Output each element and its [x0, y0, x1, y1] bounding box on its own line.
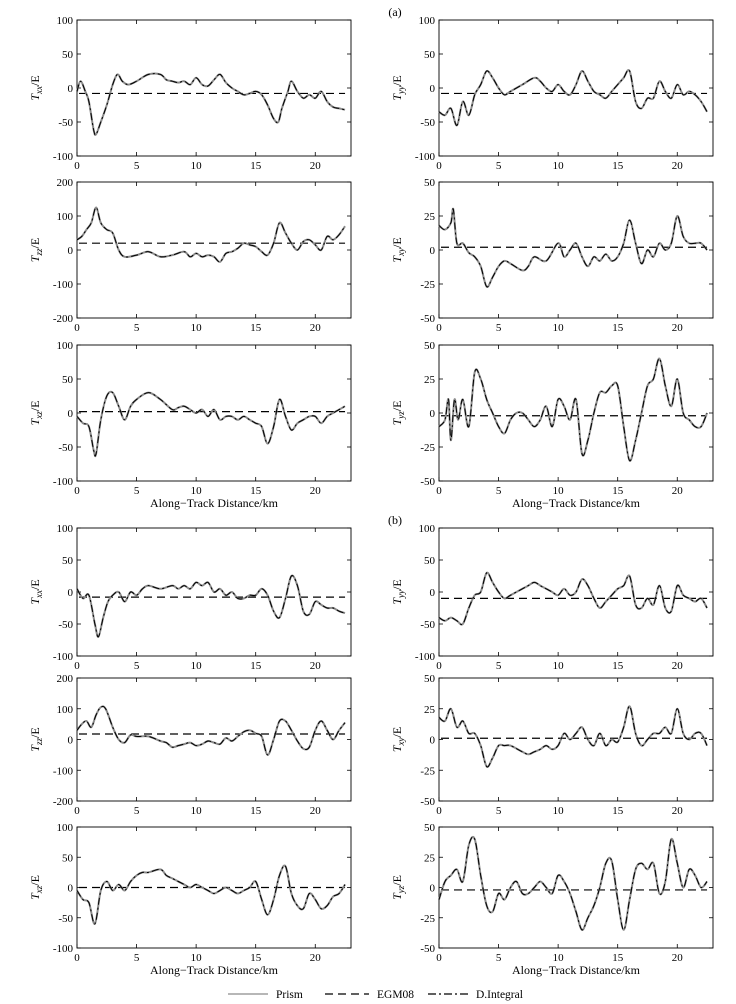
x-tick-label: 10	[190, 952, 202, 964]
x-tick-label: 5	[495, 805, 502, 817]
plot-frame	[77, 345, 351, 481]
x-tick-label: 15	[612, 952, 624, 964]
subplot-b-Tyy	[390, 523, 713, 672]
series-prism	[77, 576, 345, 637]
subplot-a-Txx	[28, 15, 351, 172]
x-tick-label: 15	[250, 660, 262, 672]
x-tick-label: 10	[190, 660, 202, 672]
subplot-a-Tyy	[390, 15, 713, 172]
y-tick-label: 200	[56, 177, 73, 189]
x-tick-label: 15	[612, 485, 624, 497]
y-tick-label: 0	[429, 83, 435, 95]
x-tick-label: 10	[190, 485, 202, 497]
plot-frame	[439, 827, 713, 948]
y-tick-label: 0	[67, 587, 73, 599]
x-tick-label: 15	[250, 160, 262, 172]
x-tick-label: 20	[309, 952, 321, 964]
y-tick-label: 100	[56, 703, 73, 716]
x-tick-label: 0	[74, 322, 80, 334]
y-tick-label: -50	[420, 117, 435, 129]
y-tick-label: -100	[414, 651, 435, 663]
y-tick-label: 0	[67, 83, 73, 95]
x-tick-label: 10	[552, 660, 564, 672]
y-tick-label: 0	[429, 245, 435, 257]
x-tick-label: 15	[250, 805, 262, 817]
y-tick-label: 50	[424, 177, 435, 189]
x-tick-label: 0	[74, 160, 80, 172]
subplot-a-Tyz	[390, 340, 713, 510]
x-tick-label: 10	[552, 160, 564, 172]
y-tick-label: 50	[424, 555, 435, 567]
y-tick-label: 100	[418, 15, 435, 27]
x-tick-label: 15	[612, 805, 624, 817]
series-d-integral	[77, 576, 345, 637]
x-tick-label: 0	[74, 952, 80, 964]
y-tick-label: -100	[52, 943, 73, 955]
y-tick-label: -50	[420, 619, 435, 631]
y-tick-label: 100	[418, 523, 435, 535]
y-tick-label: 25	[424, 211, 435, 223]
y-tick-label: -25	[420, 765, 435, 778]
subplot-a-Tzz	[28, 177, 351, 334]
y-tick-label: -50	[58, 442, 73, 454]
x-tick-label: 15	[250, 322, 262, 334]
series-prism	[77, 208, 345, 262]
x-tick-label: 5	[495, 660, 502, 672]
y-tick-label: -25	[420, 279, 435, 291]
y-tick-label: -100	[52, 279, 73, 291]
legend	[228, 989, 523, 1001]
x-tick-label: 5	[133, 660, 140, 672]
y-tick-label: 50	[62, 49, 73, 61]
y-tick-label: 50	[62, 852, 73, 865]
x-tick-label: 5	[133, 485, 140, 497]
x-tick-label: 5	[495, 485, 502, 497]
y-tick-label: -100	[52, 765, 73, 778]
x-tick-label: 20	[671, 485, 683, 497]
plot-frame	[439, 20, 713, 156]
x-tick-label: 10	[190, 322, 202, 334]
y-tick-label: 100	[56, 15, 73, 27]
series-d-integral	[77, 74, 345, 135]
subplot-b-Txz	[28, 822, 351, 977]
y-tick-label: 50	[424, 340, 435, 352]
legend-label-egm08: EGM08	[377, 989, 415, 1001]
x-axis-label: Along−Track Distance/km	[150, 963, 278, 977]
x-tick-label: 0	[436, 660, 442, 672]
series-d-integral	[77, 208, 345, 262]
x-tick-label: 5	[133, 952, 140, 964]
y-tick-label: -100	[52, 651, 73, 663]
y-tick-label: -100	[52, 476, 73, 488]
x-tick-label: 10	[190, 160, 202, 172]
x-tick-label: 20	[671, 160, 683, 172]
y-tick-label: 50	[62, 555, 73, 567]
y-tick-label: -200	[52, 313, 73, 325]
x-tick-label: 5	[133, 805, 140, 817]
y-tick-label: 100	[56, 211, 73, 223]
y-tick-label: 100	[56, 340, 73, 352]
y-axis-label: $T_{xy}/E$	[390, 726, 406, 753]
subplot-a-Txz	[28, 340, 351, 510]
x-tick-label: 15	[612, 660, 624, 672]
y-axis-label: $T_{xx}/E$	[28, 579, 44, 605]
y-tick-label: 0	[429, 408, 435, 420]
x-tick-label: 0	[74, 805, 80, 817]
y-tick-label: -50	[58, 619, 73, 631]
y-tick-label: 200	[56, 673, 73, 685]
y-tick-label: 0	[67, 408, 73, 420]
x-tick-label: 10	[552, 322, 564, 334]
x-tick-label: 20	[309, 160, 321, 172]
subplot-b-Tyz	[390, 822, 713, 977]
series-prism	[77, 866, 345, 924]
x-tick-label: 10	[552, 805, 564, 817]
x-axis-label: Along−Track Distance/km	[150, 496, 278, 510]
x-tick-label: 20	[671, 322, 683, 334]
series-prism	[439, 359, 707, 461]
series-d-integral	[439, 837, 707, 930]
x-tick-label: 10	[552, 485, 564, 497]
y-tick-label: 50	[424, 673, 435, 685]
x-tick-label: 10	[190, 805, 202, 817]
x-tick-label: 20	[309, 485, 321, 497]
series-d-integral	[439, 70, 707, 126]
y-axis-label: $T_{yz}/E$	[390, 875, 406, 900]
x-tick-label: 15	[250, 485, 262, 497]
plot-frame	[77, 20, 351, 156]
series-prism	[439, 706, 707, 767]
x-tick-label: 5	[133, 160, 140, 172]
y-tick-label: 0	[67, 882, 73, 895]
y-tick-label: -100	[414, 151, 435, 163]
y-axis-label: $T_{zz}/E$	[28, 727, 44, 752]
x-tick-label: 20	[309, 805, 321, 817]
x-tick-label: 0	[436, 485, 442, 497]
y-tick-label: -200	[52, 796, 73, 808]
plot-frame	[439, 345, 713, 481]
y-tick-label: -50	[420, 943, 435, 955]
plot-frame	[439, 182, 713, 318]
x-tick-label: 0	[74, 660, 80, 672]
series-d-integral	[77, 706, 345, 755]
x-tick-label: 0	[436, 322, 442, 334]
subplot-b-Txx	[28, 523, 351, 672]
y-tick-label: 50	[424, 49, 435, 61]
panel-label-b: (b)	[388, 513, 402, 527]
x-tick-label: 20	[309, 322, 321, 334]
y-tick-label: -25	[420, 912, 435, 925]
subplot-b-Tzz	[28, 673, 351, 817]
y-tick-label: 50	[62, 374, 73, 386]
x-axis-label: Along−Track Distance/km	[512, 496, 640, 510]
y-axis-label: $T_{yy}/E$	[390, 579, 406, 605]
legend-label-dintegral: D.Integral	[476, 989, 523, 1001]
series-prism	[439, 837, 707, 930]
y-tick-label: 25	[424, 703, 435, 716]
y-tick-label: 0	[67, 245, 73, 257]
y-axis-label: $T_{zz}/E$	[28, 237, 44, 263]
x-tick-label: 10	[552, 952, 564, 964]
x-tick-label: 5	[495, 160, 502, 172]
y-tick-label: -50	[58, 117, 73, 129]
y-tick-label: -25	[420, 442, 435, 454]
x-tick-label: 15	[612, 160, 624, 172]
y-tick-label: 100	[56, 822, 73, 834]
x-tick-label: 5	[495, 322, 502, 334]
x-tick-label: 15	[612, 322, 624, 334]
y-axis-label: $T_{xy}/E$	[390, 237, 406, 263]
y-tick-label: 100	[56, 523, 73, 535]
y-tick-label: 50	[424, 822, 435, 834]
y-tick-label: 0	[67, 734, 73, 747]
y-axis-label: $T_{xz}/E$	[28, 875, 44, 900]
y-tick-label: 0	[429, 734, 435, 747]
x-tick-label: 0	[74, 485, 80, 497]
x-tick-label: 20	[309, 660, 321, 672]
y-axis-label: $T_{xx}/E$	[28, 75, 44, 101]
y-axis-label: $T_{yy}/E$	[390, 75, 406, 101]
x-tick-label: 5	[495, 952, 502, 964]
subplot-grid	[28, 15, 713, 977]
y-tick-label: -50	[420, 796, 435, 808]
x-tick-label: 0	[436, 952, 442, 964]
series-d-integral	[77, 392, 345, 456]
x-tick-label: 0	[436, 160, 442, 172]
subplot-a-Txy	[390, 177, 713, 334]
y-tick-label: 0	[429, 587, 435, 599]
x-tick-label: 20	[671, 805, 683, 817]
y-tick-label: -100	[52, 151, 73, 163]
x-tick-label: 0	[436, 805, 442, 817]
y-axis-label: $T_{xz}/E$	[28, 400, 44, 426]
series-prism	[77, 706, 345, 755]
y-tick-label: -50	[420, 313, 435, 325]
legend-label-prism: Prism	[276, 989, 303, 1001]
x-axis-label: Along−Track Distance/km	[512, 963, 640, 977]
plot-frame	[439, 678, 713, 801]
x-tick-label: 20	[671, 660, 683, 672]
subplot-b-Txy	[390, 673, 713, 817]
series-prism	[439, 70, 707, 126]
y-axis-label: $T_{yz}/E$	[390, 400, 406, 426]
y-tick-label: 0	[429, 882, 435, 895]
y-tick-label: -50	[420, 476, 435, 488]
panel-label-a: (a)	[388, 5, 402, 19]
x-tick-label: 20	[671, 952, 683, 964]
y-tick-label: 25	[424, 852, 435, 865]
y-tick-label: -50	[58, 912, 73, 925]
series-d-integral	[77, 866, 345, 924]
x-tick-label: 15	[250, 952, 262, 964]
x-tick-label: 5	[133, 322, 140, 334]
y-tick-label: 25	[424, 374, 435, 386]
